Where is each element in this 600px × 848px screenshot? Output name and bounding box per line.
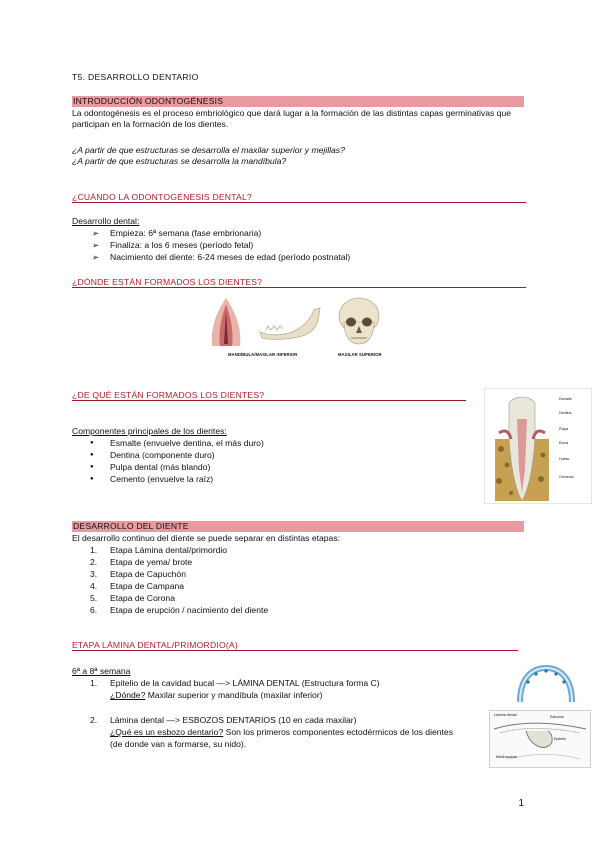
stage-number: 1. bbox=[90, 545, 98, 555]
what-bullet: ● bbox=[90, 476, 94, 482]
lamina-step-1-question: ¿Dónde? bbox=[110, 690, 146, 700]
when-bullet: ➢ bbox=[92, 240, 100, 250]
dental-arch-illustration bbox=[514, 662, 578, 706]
label-dentina: Dentina bbox=[559, 411, 572, 415]
intro-question-2: ¿A partir de que estructuras se desarrolla la mandíbula? bbox=[72, 156, 287, 166]
when-heading: ¿CUÁNDO LA ODONTOGÉNESIS DENTAL? bbox=[72, 192, 252, 202]
lamina-step-2-detail bbox=[110, 727, 453, 738]
intro-heading: INTRODUCCIÓN ODONTOGÉNESIS bbox=[73, 96, 224, 106]
development-highlight bbox=[72, 521, 524, 532]
lamina-section-figure bbox=[489, 710, 591, 768]
stage-number: 2. bbox=[90, 557, 98, 567]
page-number: 1 bbox=[518, 798, 524, 809]
lamina-step-1-detail bbox=[110, 690, 323, 701]
intro-question-1: ¿A partir de que estructuras se desarrolla el maxilar superior y mejillas? bbox=[72, 145, 345, 155]
lamina-step-1: Epitelio de la cavidad bucal —> LÁMINA DENTAL (Estructura forma C) bbox=[110, 678, 380, 688]
what-item: Esmalte (envuelve dentina, el más duro) bbox=[110, 438, 264, 448]
development-intro: El desarrollo continuo del diente se puede separar en distintas etapas: bbox=[72, 533, 341, 543]
when-heading-rule bbox=[72, 202, 526, 203]
label-cemento: Cemento bbox=[559, 475, 574, 479]
what-heading: ¿DE QUÉ ESTÁN FORMADOS LOS DIENTES? bbox=[72, 390, 265, 400]
stage-item: Etapa de erupción / nacimiento del diente bbox=[110, 605, 269, 615]
lamina-step-2-detail-2: (de donde van a formarse, su nido). bbox=[110, 739, 247, 749]
what-bullet: ● bbox=[90, 464, 94, 470]
when-item: Empieza: 6ª semana (fase embrionaria) bbox=[110, 228, 262, 238]
intro-highlight bbox=[72, 96, 524, 107]
lamina-step-number: 1. bbox=[90, 678, 98, 688]
tooth-section-figure bbox=[484, 388, 592, 504]
where-heading: ¿DÓNDE ESTÁN FORMADOS LOS DIENTES? bbox=[72, 277, 263, 287]
lamina-label-3: Epitelio bbox=[554, 737, 566, 741]
stage-number: 3. bbox=[90, 569, 98, 579]
label-encia: Encía bbox=[559, 441, 569, 445]
lamina-label-4: Mesénquima bbox=[496, 755, 517, 759]
stage-item: Etapa de yema/ brote bbox=[110, 557, 193, 567]
label-hueso: Hueso bbox=[559, 457, 570, 461]
lamina-heading-rule bbox=[72, 650, 518, 651]
caption-maxilar: MAXILAR SUPERIOR bbox=[338, 352, 382, 357]
lamina-heading: ETAPA LÁMINA DENTAL/PRIMORDIO(A) bbox=[72, 640, 238, 650]
caption-mandible: MANDÍBULA/MAXILAR INFERIOR bbox=[228, 352, 298, 357]
tooth-section-illustration bbox=[485, 389, 591, 503]
lamina-step-2: Lámina dental —> ESBOZOS DENTARIOS (10 en cada maxilar) bbox=[110, 715, 357, 725]
when-item: Finaliza: a los 6 meses (período fetal) bbox=[110, 240, 254, 250]
label-pulpa: Pulpa bbox=[559, 427, 569, 431]
lamina-step-number: 2. bbox=[90, 715, 98, 725]
what-bullet: ● bbox=[90, 452, 94, 458]
lamina-step-1-answer: Maxilar superior y mandíbula (maxilar inferior) bbox=[145, 690, 323, 700]
stage-number: 5. bbox=[90, 593, 98, 603]
lamina-step-2-answer: Son los primeros componentes ectodérmicos de los dientes bbox=[223, 727, 453, 737]
lamina-label-1: Lámina dental bbox=[494, 713, 517, 717]
where-heading-rule bbox=[72, 287, 526, 288]
stage-item: Etapa de Capuchón bbox=[110, 569, 186, 579]
what-heading-rule bbox=[72, 400, 466, 401]
when-subheading: Desarrollo dental: bbox=[72, 216, 140, 226]
skull-illustration bbox=[336, 296, 382, 348]
intro-paragraph: La odontogénesis es el proceso embriológico que dará lugar a la formación de las distintas capas germinativas que participan en la formación de los dientes. bbox=[72, 108, 512, 129]
label-esmalte: Esmalte bbox=[559, 397, 572, 401]
mandible-illustration bbox=[258, 306, 324, 340]
development-heading: DESARROLLO DEL DIENTE bbox=[73, 521, 189, 531]
stage-number: 6. bbox=[90, 605, 98, 615]
stage-number: 4. bbox=[90, 581, 98, 591]
what-item: Pulpa dental (más blando) bbox=[110, 462, 211, 472]
when-bullet: ➢ bbox=[92, 228, 100, 238]
stage-item: Etapa de Campana bbox=[110, 581, 185, 591]
stage-item: Etapa de Corona bbox=[110, 593, 175, 603]
when-item: Nacimiento del diente: 6-24 meses de edad (período postnatal) bbox=[110, 252, 351, 262]
what-bullet: ● bbox=[90, 440, 94, 446]
when-bullet: ➢ bbox=[92, 252, 100, 262]
document-title: T5. DESARROLLO DENTARIO bbox=[72, 72, 199, 82]
what-item: Dentina (componente duro) bbox=[110, 450, 215, 460]
stage-item: Etapa Lámina dental/primordio bbox=[110, 545, 228, 555]
embryo-illustration bbox=[206, 296, 246, 348]
lamina-step-2-question: ¿Qué es un esbozo dentario? bbox=[110, 727, 224, 737]
what-item: Cemento (envuelve la raíz) bbox=[110, 474, 214, 484]
lamina-label-2: Esbozos bbox=[550, 715, 564, 719]
lamina-week: 6ª a 8ª semana bbox=[72, 666, 131, 676]
what-subheading: Componentes principales de los dientes: bbox=[72, 426, 227, 436]
